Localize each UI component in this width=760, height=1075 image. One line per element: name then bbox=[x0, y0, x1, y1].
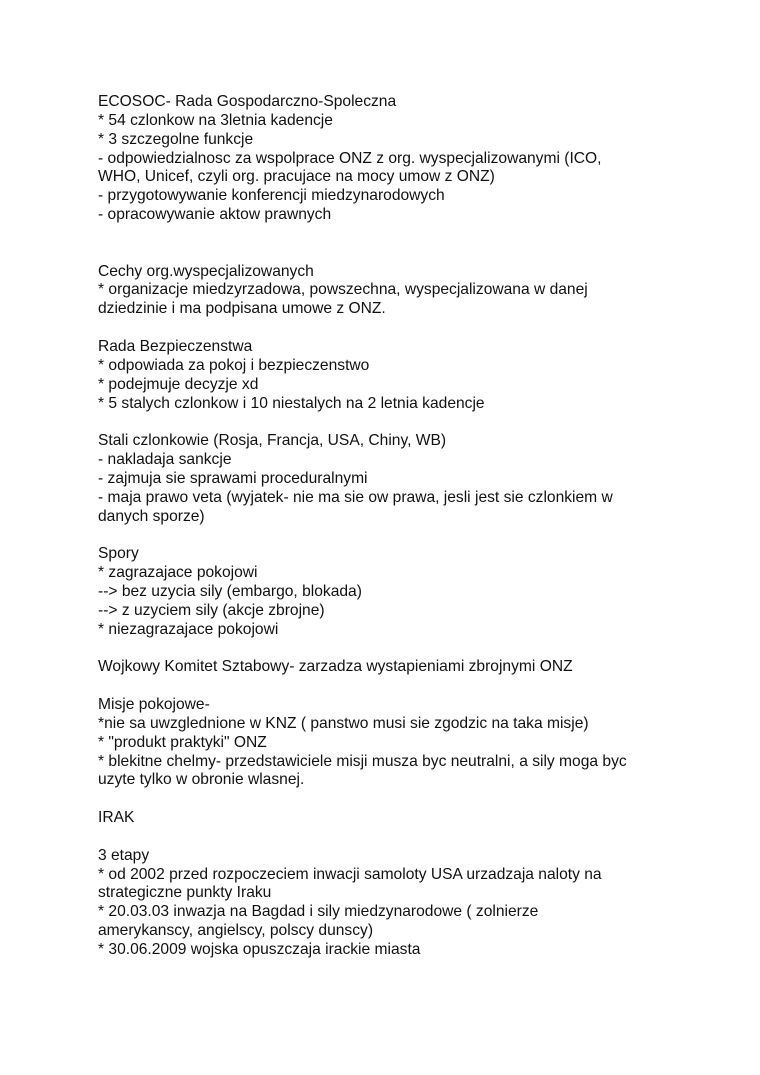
spacer bbox=[98, 413, 738, 432]
text-line: WHO, Unicef, czyli org. pracujace na mocy umow z ONZ) bbox=[98, 168, 495, 186]
spacer bbox=[98, 225, 738, 263]
spacer bbox=[98, 319, 738, 338]
section-heading: ECOSOC- Rada Gospodarczno-Spoleczna bbox=[98, 93, 397, 110]
section-heading: Spory bbox=[98, 545, 139, 563]
text-line: * od 2002 przed rozpoczeciem inwacji samoloty USA urzadzaja naloty na bbox=[98, 865, 602, 883]
text-line: - przygotowywanie konferencji miedzynarodowych bbox=[98, 187, 445, 205]
text-line: --> z uzyciem sily (akcje zbrojne) bbox=[98, 601, 325, 619]
section-irak bbox=[98, 809, 738, 828]
section-rada bbox=[98, 338, 738, 413]
spacer bbox=[98, 790, 738, 809]
text-line: - zajmuja sie sprawami proceduralnymi bbox=[98, 469, 368, 487]
text-line: * 30.06.2009 wojska opuszczaja irackie miasta bbox=[98, 940, 421, 958]
section-heading: IRAK bbox=[98, 809, 135, 827]
section-heading: Stali czlonkowie (Rosja, Francja, USA, Chiny, WB) bbox=[98, 432, 447, 450]
text-line: * odpowiada za pokoj i bezpieczenstwo bbox=[98, 356, 370, 374]
section-heading: Wojkowy Komitet Sztabowy- zarzadza wystapieniami zbrojnymi ONZ bbox=[98, 658, 573, 676]
text-line: * podejmuje decyzje xd bbox=[98, 375, 259, 393]
section-heading: Misje pokojowe- bbox=[98, 696, 210, 713]
section-heading: Cechy org.wyspecjalizowanych bbox=[98, 262, 314, 280]
text-line: - opracowywanie aktow prawnych bbox=[98, 206, 332, 224]
text-line: uzyte tylko w obronie wlasnej. bbox=[98, 771, 305, 789]
text-line: - nakladaja sankcje bbox=[98, 451, 232, 469]
text-line: * 54 czlonkow na 3letnia kadencje bbox=[98, 111, 333, 129]
section-heading: 3 etapy bbox=[98, 846, 150, 864]
text-line: * 3 szczegolne funkcje bbox=[98, 130, 254, 148]
text-line: amerykanscy, angielscy, polscy dunscy) bbox=[98, 922, 374, 940]
document-page bbox=[98, 93, 738, 960]
text-line: *nie sa uwzglednione w KNZ ( panstwo musi sie zgodzic na taka misje) bbox=[98, 714, 589, 732]
text-line: dziedzinie i ma podpisana umowe z ONZ. bbox=[98, 300, 386, 318]
section-etapy bbox=[98, 847, 738, 960]
section-heading: Rada Bezpieczenstwa bbox=[98, 337, 253, 355]
text-line: * 5 stalych czlonkow i 10 niestalych na 2 letnia kadencje bbox=[98, 394, 485, 412]
section-cechy bbox=[98, 263, 738, 320]
section-misje bbox=[98, 696, 738, 790]
text-line: danych sporze) bbox=[98, 507, 205, 525]
spacer bbox=[98, 828, 738, 847]
spacer bbox=[98, 526, 738, 545]
text-line: - odpowiedzialnosc za wspolprace ONZ z org. wyspecjalizowanymi (ICO, bbox=[98, 149, 602, 167]
text-line: - maja prawo veta (wyjatek- nie ma sie ow prawa, jesli jest sie czlonkiem w bbox=[98, 488, 613, 506]
section-ecosoc bbox=[98, 93, 738, 225]
text-line: * niezagrazajace pokojowi bbox=[98, 620, 279, 638]
section-stali bbox=[98, 432, 738, 526]
section-spory bbox=[98, 545, 738, 639]
text-line: * 20.03.03 inwazja na Bagdad i sily miedzynarodowe ( zolnierze bbox=[98, 903, 539, 921]
text-line: * organizacje miedzyrzadowa, powszechna, wyspecjalizowana w danej bbox=[98, 281, 588, 299]
text-line: * blekitne chelmy- przedstawiciele misji musza byc neutralni, a sily moga byc bbox=[98, 752, 627, 770]
spacer bbox=[98, 639, 738, 658]
text-line: * zagrazajace pokojowi bbox=[98, 564, 258, 582]
text-line: strategiczne punkty Iraku bbox=[98, 884, 272, 902]
text-line: --> bez uzycia sily (embargo, blokada) bbox=[98, 582, 362, 600]
spacer bbox=[98, 677, 738, 696]
text-line: * "produkt praktyki" ONZ bbox=[98, 733, 267, 751]
section-wojkowy bbox=[98, 658, 738, 677]
